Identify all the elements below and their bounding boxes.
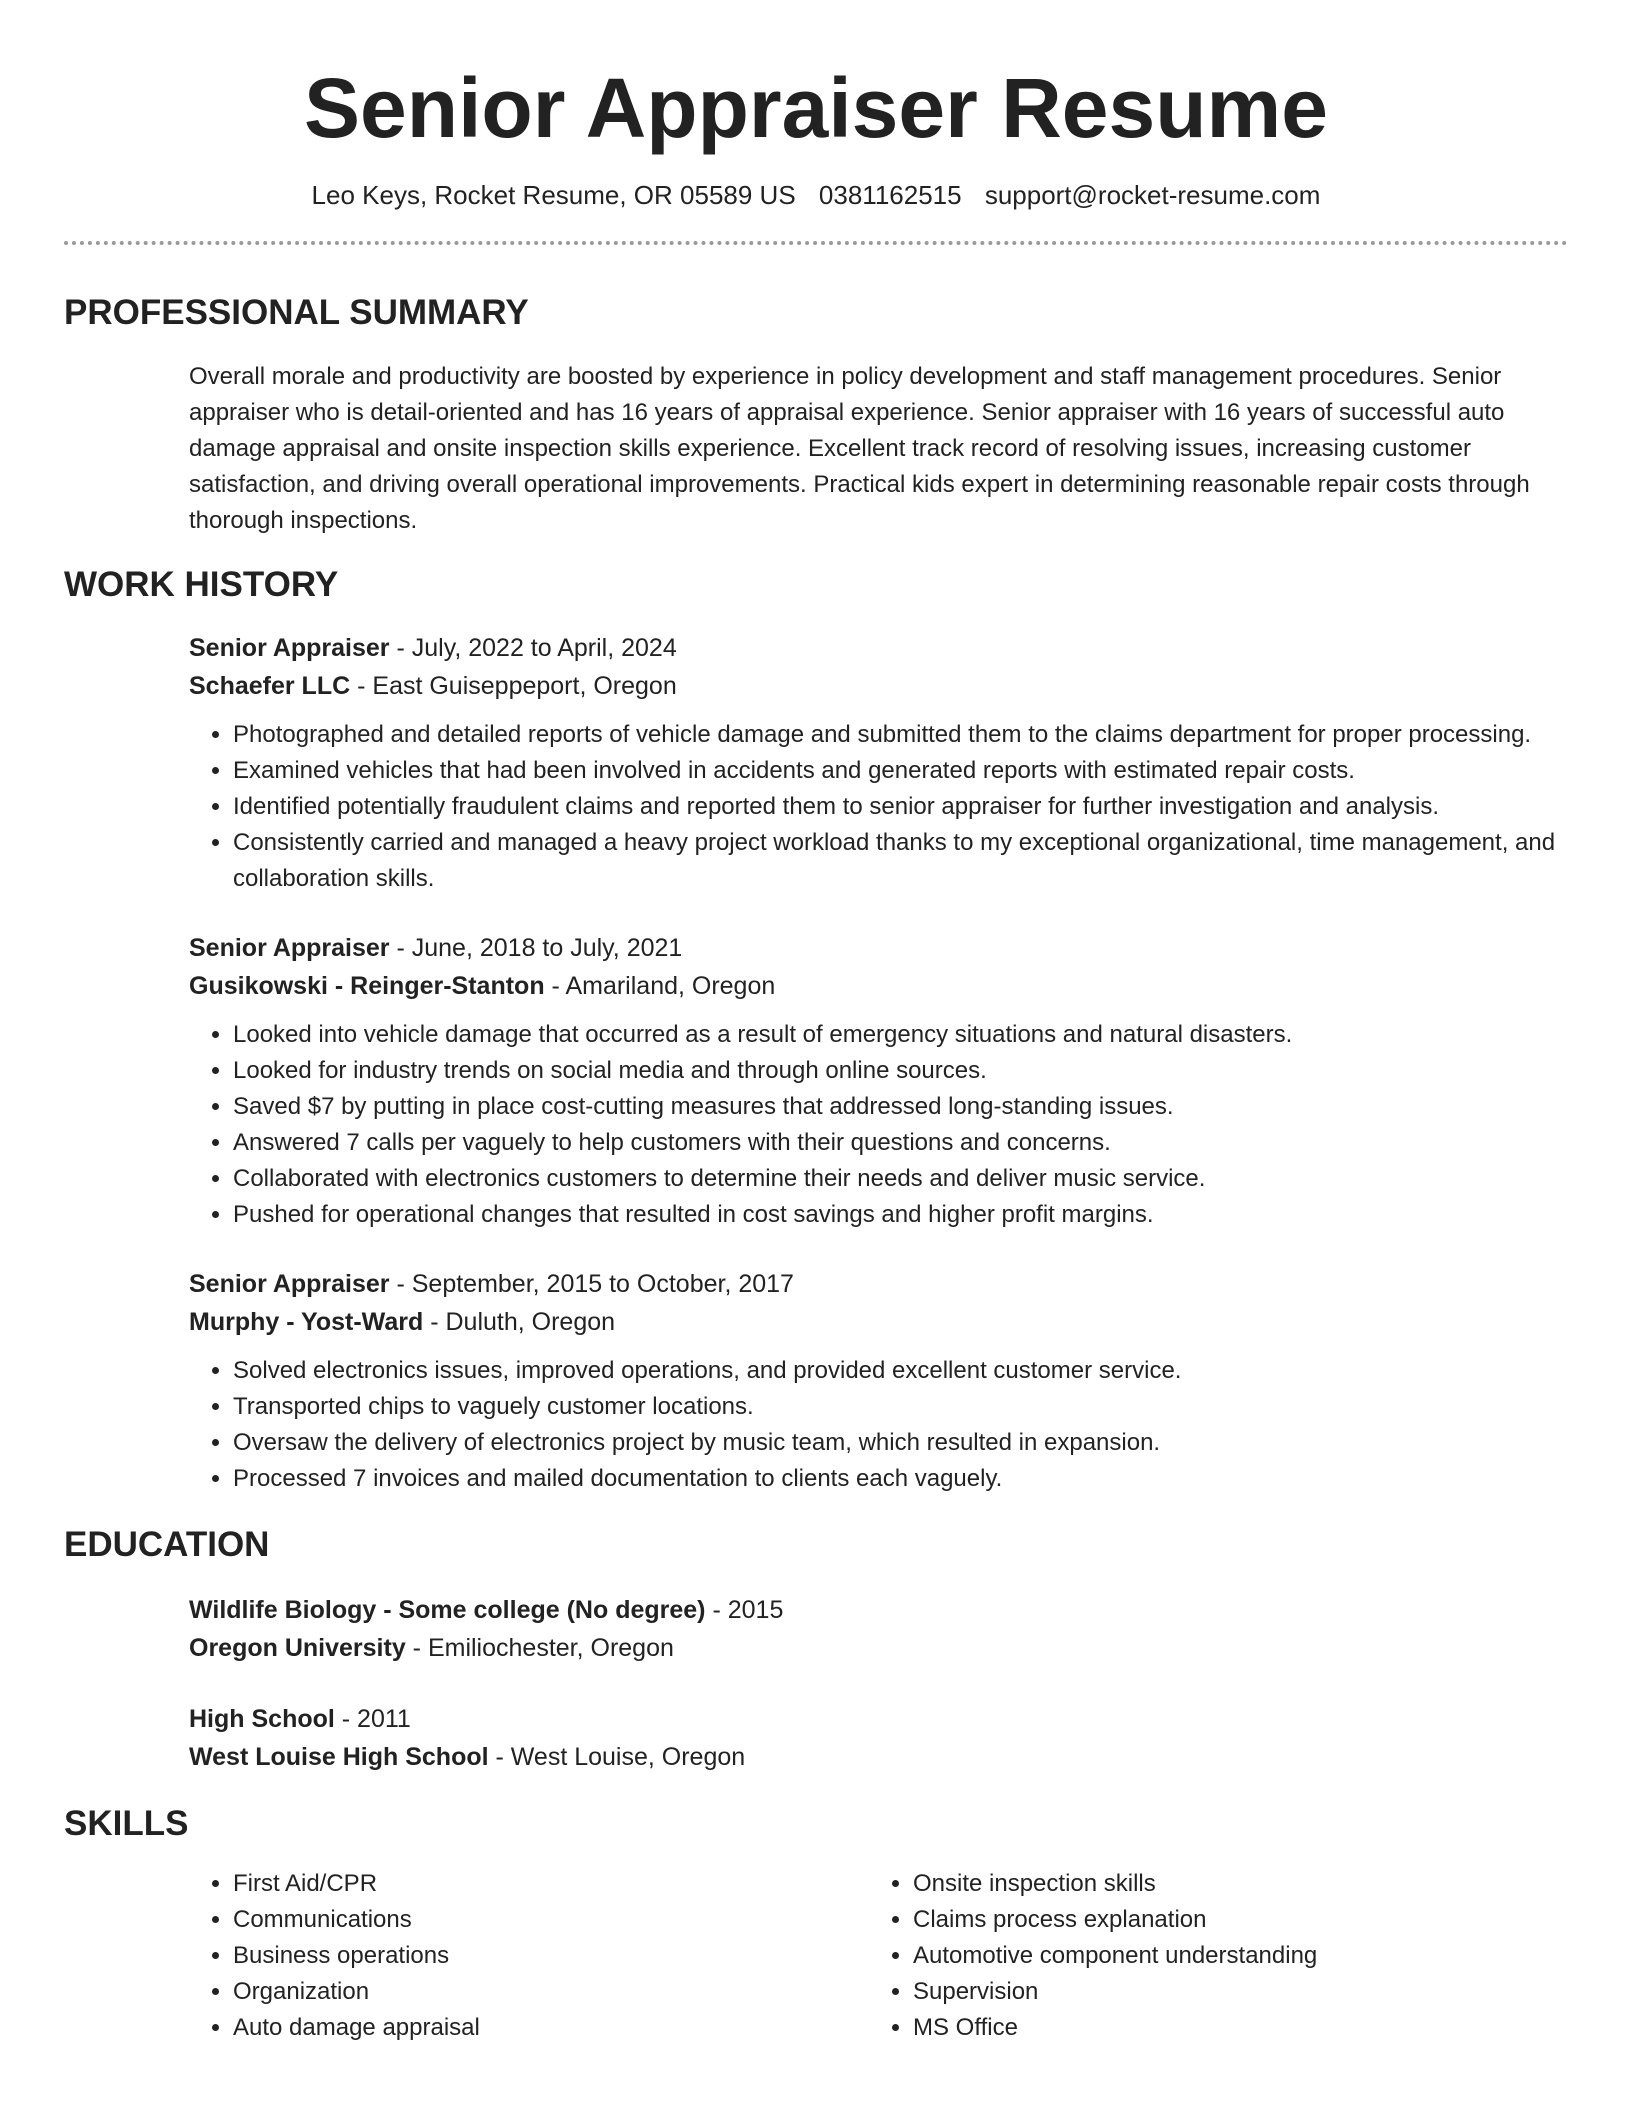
job-bullet: • Photographed and detailed reports of vehicle damage and submitted them to the claims department for proper processing.	[233, 717, 1568, 753]
education-degree: High School	[189, 1705, 335, 1733]
job-bullet: • Transported chips to vaguely customer locations.	[233, 1389, 1568, 1425]
work-history-heading: WORK HISTORY	[64, 565, 339, 604]
skills-section	[64, 1802, 1568, 2046]
resume-page	[64, 0, 1568, 2046]
skills-grid	[189, 1866, 1568, 2046]
job-location: - Duluth, Oregon	[423, 1308, 616, 1336]
job-company-line	[189, 967, 1568, 1005]
skills-column-left	[189, 1866, 869, 2046]
job-bullet: • Looked into vehicle damage that occurred as a result of emergency situations and natural disasters.	[233, 1017, 1568, 1053]
job-title-line	[189, 929, 1568, 967]
skills-column-right	[869, 1866, 1549, 2046]
skill-item: • Business operations	[233, 1938, 869, 1974]
job-location: - Amariland, Oregon	[544, 972, 776, 1000]
job-company-line	[189, 1303, 1568, 1341]
contact-line	[64, 178, 1568, 212]
contact-address: Leo Keys, Rocket Resume, OR 05589 US	[311, 180, 796, 210]
summary-section	[64, 291, 1568, 539]
job-bullet: • Processed 7 invoices and mailed documentation to clients each vaguely.	[233, 1461, 1568, 1497]
job-dates: - September, 2015 to October, 2017	[389, 1270, 794, 1298]
education-degree-line	[189, 1591, 1568, 1629]
job-company: Murphy - Yost-Ward	[189, 1308, 424, 1336]
education-school-line	[189, 1738, 1568, 1776]
contact-phone: 0381162515	[818, 180, 962, 210]
job-title: Senior Appraiser	[189, 634, 390, 662]
skill-item: • Onsite inspection skills	[913, 1866, 1549, 1902]
skill-item: • Claims process explanation	[913, 1902, 1549, 1938]
education-school: West Louise High School	[189, 1743, 489, 1771]
job-company: Schaefer LLC	[189, 672, 351, 700]
job-location: - East Guiseppeport, Oregon	[350, 672, 677, 700]
job-entry	[189, 629, 1568, 897]
education-section	[64, 1523, 1568, 1776]
skill-item: • Automotive component understanding	[913, 1938, 1549, 1974]
job-bullet: • Saved $7 by putting in place cost-cutting measures that addressed long-standing issues.	[233, 1089, 1568, 1125]
skill-item: • Supervision	[913, 1974, 1549, 2010]
job-bullet: • Pushed for operational changes that resulted in cost savings and higher profit margins.	[233, 1197, 1568, 1233]
job-dates: - July, 2022 to April, 2024	[389, 634, 677, 662]
job-entry	[189, 1265, 1568, 1497]
job-title-line	[189, 629, 1568, 667]
education-degree: Wildlife Biology - Some college (No degree)	[189, 1596, 706, 1624]
job-bullet: • Consistently carried and managed a heavy project workload thanks to my exceptional organizational, time management, and collaboration skills.	[233, 825, 1568, 897]
job-bullet: • Looked for industry trends on social media and through online sources.	[233, 1053, 1568, 1089]
job-bullet: • Collaborated with electronics customers to determine their needs and deliver music service.	[233, 1161, 1568, 1197]
job-company-line	[189, 667, 1568, 705]
education-degree-line	[189, 1700, 1568, 1738]
skill-item: • Auto damage appraisal	[233, 2010, 869, 2046]
summary-text: Overall morale and productivity are boosted by experience in policy development and staff management procedures. Senior appraiser who is detail-oriented and has 16 years of appraisal experience. Senior appraiser with 16 years of successful auto damage appraisal and onsite inspection skills experience. Excellent track record of resolving issues, increasing customer satisfaction, and driving overall operational improvements. Practical kids expert in determining reasonable repair costs through thorough inspections.	[189, 363, 1530, 534]
contact-email: support@rocket-resume.com	[984, 180, 1321, 210]
education-location: - Emiliochester, Oregon	[405, 1634, 674, 1662]
job-title: Senior Appraiser	[189, 1270, 390, 1298]
education-year: - 2015	[705, 1596, 784, 1624]
job-dates: - June, 2018 to July, 2021	[389, 934, 683, 962]
job-bullet: • Identified potentially fraudulent claims and reported them to senior appraiser for further investigation and analysis.	[233, 789, 1568, 825]
job-entry	[189, 929, 1568, 1233]
job-company: Gusikowski - Reinger-Stanton	[189, 972, 545, 1000]
job-list	[189, 629, 1568, 1497]
skill-item: • Organization	[233, 1974, 869, 2010]
education-entry	[189, 1591, 1568, 1667]
education-school: Oregon University	[189, 1634, 406, 1662]
education-entry	[189, 1700, 1568, 1776]
job-title: Senior Appraiser	[189, 934, 390, 962]
job-bullets	[189, 1017, 1568, 1233]
education-list	[189, 1591, 1568, 1776]
job-bullet: • Solved electronics issues, improved operations, and provided excellent customer service.	[233, 1353, 1568, 1389]
job-bullet: • Answered 7 calls per vaguely to help customers with their questions and concerns.	[233, 1125, 1568, 1161]
education-year: - 2011	[334, 1705, 411, 1733]
job-bullet: • Examined vehicles that had been involved in accidents and generated reports with estimated repair costs.	[233, 753, 1568, 789]
job-title-line	[189, 1265, 1568, 1303]
education-heading: EDUCATION	[64, 1525, 270, 1564]
job-bullets	[189, 717, 1568, 897]
education-school-line	[189, 1629, 1568, 1667]
resume-title: Senior Appraiser Resume	[304, 61, 1328, 155]
header-divider	[64, 241, 1568, 245]
job-bullets	[189, 1353, 1568, 1497]
work-history-section	[64, 563, 1568, 1497]
skill-item: • Communications	[233, 1902, 869, 1938]
skill-item: • MS Office	[913, 2010, 1549, 2046]
job-bullet: • Oversaw the delivery of electronics project by music team, which resulted in expansion.	[233, 1425, 1568, 1461]
summary-heading: PROFESSIONAL SUMMARY	[64, 293, 529, 332]
education-location: - West Louise, Oregon	[488, 1743, 746, 1771]
skill-item: • First Aid/CPR	[233, 1866, 869, 1902]
skills-heading: SKILLS	[64, 1804, 189, 1843]
